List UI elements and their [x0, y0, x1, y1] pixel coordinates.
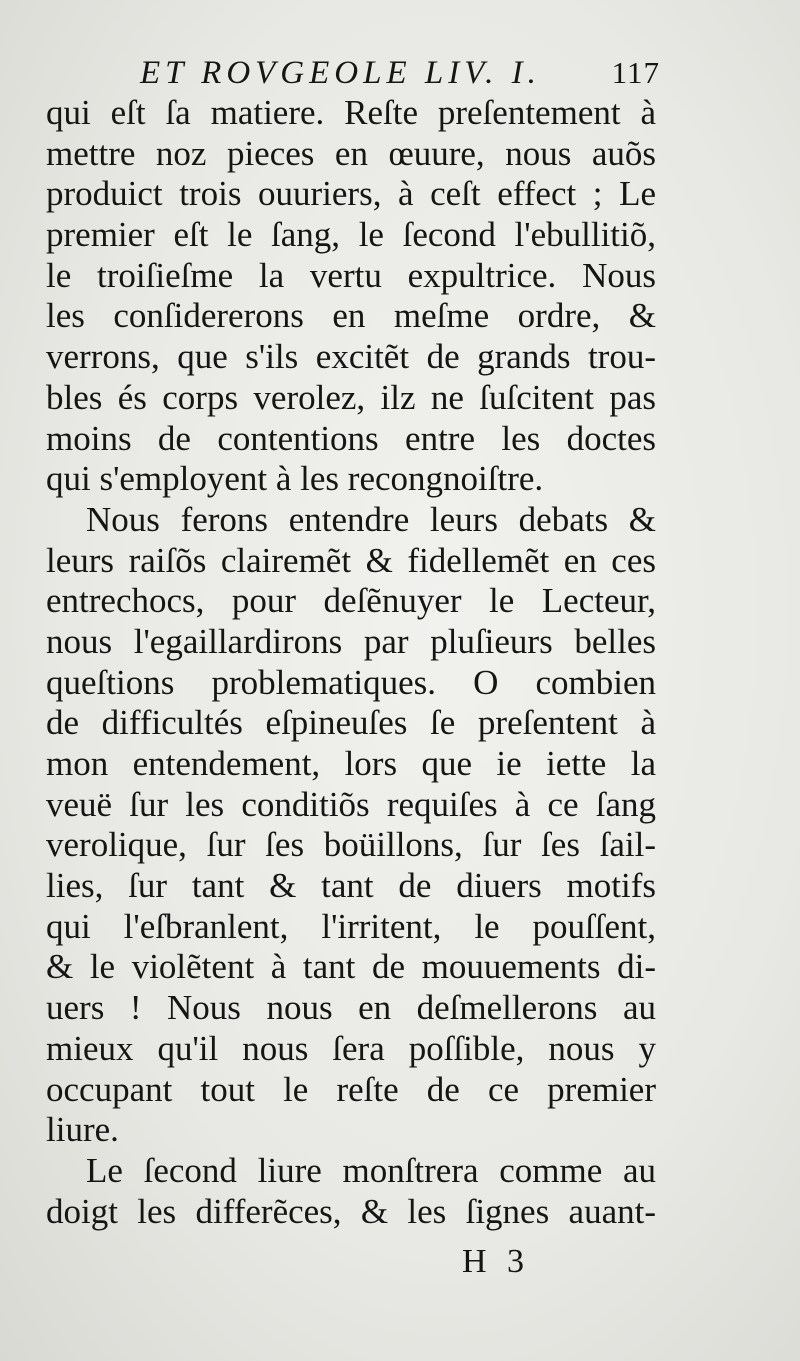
text-line: verolique, ſur ſes boüillons, ſur ſes ſail- [46, 825, 656, 865]
running-title: ET ROVGEOLE LIV. I. [140, 55, 541, 91]
text-line: Nous ferons entendre leurs debats & [86, 499, 656, 539]
text-line: qui l'eſbranlent, l'irritent, le pouſſent, [46, 906, 656, 946]
text-line: verrons, que s'ils excitẽt de grands trou- [46, 337, 656, 377]
text-line: mon entendement, lors que ie iette la [46, 744, 656, 783]
text-line: Le ſecond liure monſtrera comme au [86, 1150, 656, 1190]
text-line: occupant tout le reſte de ce premier [46, 1069, 656, 1109]
text-line: mettre noz pieces en œuure, nous auõs [46, 133, 656, 173]
text-line: qui s'employent à les recongnoiſtre. [46, 459, 544, 499]
text-line: qui eſt ſa matiere. Reſte preſentement à [46, 93, 656, 132]
body-text [46, 93, 656, 1232]
signature-mark: H 3 [462, 1243, 531, 1280]
page-number: 117 [611, 55, 660, 90]
text-line: lies, ſur tant & tant de diuers motifs [46, 866, 656, 906]
text-line: mieux qu'il nous ſera poſſible, nous y [46, 1028, 656, 1068]
text-line: premier eſt le ſang, le ſecond l'ebullitiõ, [46, 215, 656, 255]
text-line: entrechocs, pour deſẽnuyer le Lecteur, [46, 581, 656, 621]
text-line: produict trois ouuriers, à ceſt effect ; Le [46, 174, 656, 214]
page-header [140, 55, 660, 95]
text-line: le troiſieſme la vertu expultrice. Nous [46, 255, 656, 295]
text-line: queſtions problematiques. O combien [46, 662, 656, 702]
text-line: veuë ſur les conditiõs requiſes à ce ſang [46, 784, 656, 824]
text-line: les conſidererons en meſme ordre, & [46, 296, 656, 336]
text-line: bles és corps verolez, ilz ne ſuſcitent pas [46, 377, 656, 417]
text-line: doigt les differẽces, & les ſignes auant- [46, 1191, 656, 1231]
text-line: de difficultés eſpineuſes ſe preſentent à [46, 703, 656, 743]
text-line: leurs raiſõs clairemẽt & fidellemẽt en ces [46, 540, 656, 580]
text-line: nous l'egaillardirons par pluſieurs belles [46, 621, 656, 661]
text-line: liure. [46, 1110, 119, 1150]
text-line: uers ! Nous nous en deſmellerons au [46, 988, 656, 1028]
text-line: moins de contentions entre les doctes [46, 418, 656, 458]
text-line: & le violẽtent à tant de mouuements di- [46, 947, 656, 987]
